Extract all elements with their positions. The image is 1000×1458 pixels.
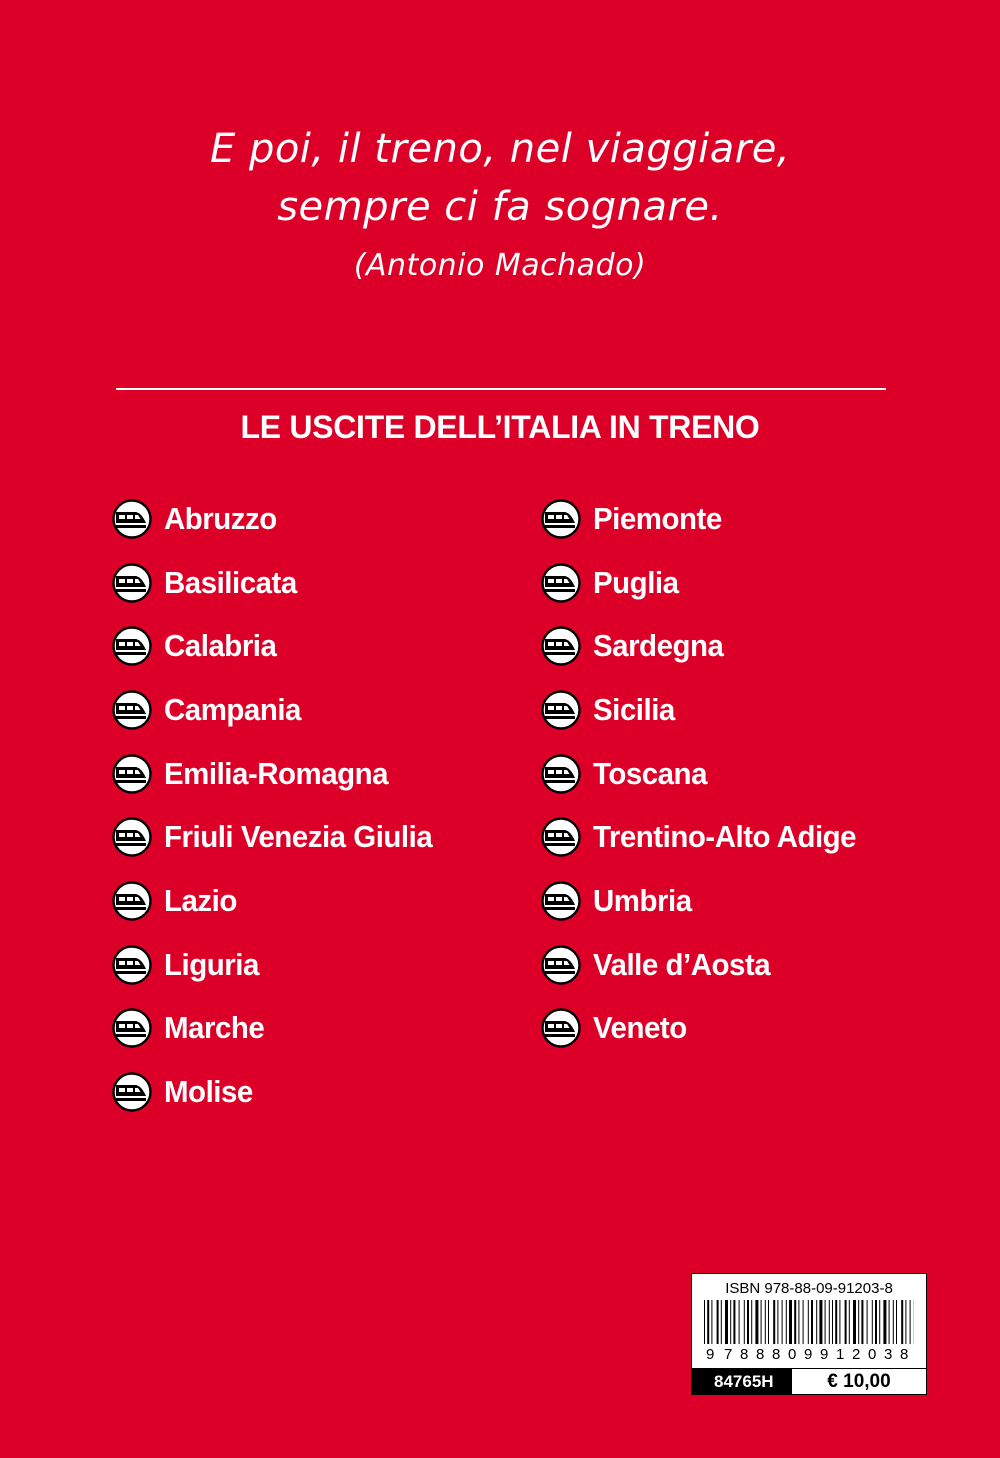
train-icon <box>112 1072 152 1112</box>
region-name: Emilia-Romagna <box>164 755 389 791</box>
train-icon <box>541 690 581 730</box>
barcode-digits <box>702 1342 916 1364</box>
list-item <box>112 869 446 933</box>
train-icon <box>112 817 152 857</box>
region-name: Piemonte <box>593 500 722 536</box>
barcode-digit: 0 <box>868 1346 877 1363</box>
barcode-digit: 9 <box>804 1346 813 1363</box>
list-item <box>541 614 870 678</box>
list-item <box>541 742 870 806</box>
list-item <box>541 487 870 551</box>
barcode-digit: 8 <box>900 1346 909 1363</box>
price: € 10,00 <box>827 1371 891 1392</box>
region-name: Toscana <box>593 755 707 791</box>
train-icon <box>112 754 152 794</box>
list-item <box>112 551 446 615</box>
train-icon <box>112 563 152 603</box>
train-icon <box>541 881 581 921</box>
list-item <box>112 678 446 742</box>
train-icon <box>541 945 581 985</box>
list-item <box>541 997 870 1061</box>
barcode-digit: 1 <box>836 1346 845 1363</box>
barcode-digit: 9 <box>706 1346 715 1363</box>
region-name: Sardegna <box>593 628 724 664</box>
regions-list-right <box>541 487 870 1060</box>
region-name: Marche <box>164 1010 265 1046</box>
list-item <box>112 742 446 806</box>
train-icon <box>112 881 152 921</box>
train-icon <box>541 817 581 857</box>
code-row <box>692 1368 926 1395</box>
region-name: Lazio <box>164 882 237 918</box>
list-item <box>541 933 870 997</box>
region-name: Trentino-Alto Adige <box>593 819 857 855</box>
region-name: Friuli Venezia Giulia <box>164 819 433 855</box>
product-code: 84765H <box>692 1369 792 1395</box>
barcode-digit: 8 <box>740 1346 749 1363</box>
quote-line-1: E poi, il treno, nel viaggiare, <box>209 126 791 172</box>
list-item <box>541 869 870 933</box>
quote-line-2: sempre ci fa sognare. <box>277 184 723 230</box>
region-name: Valle d’Aosta <box>593 946 771 982</box>
quote <box>0 120 1000 286</box>
train-icon <box>112 1008 152 1048</box>
barcode-digit: 2 <box>852 1346 861 1363</box>
barcode-digit: 0 <box>788 1346 797 1363</box>
region-name: Liguria <box>164 946 259 982</box>
train-icon <box>112 626 152 666</box>
list-item <box>112 997 446 1061</box>
barcode-digit: 9 <box>820 1346 829 1363</box>
train-icon <box>112 499 152 539</box>
train-icon <box>541 499 581 539</box>
region-name: Veneto <box>593 1010 687 1046</box>
train-icon <box>112 945 152 985</box>
barcode-digit: 8 <box>772 1346 781 1363</box>
region-name: Puglia <box>593 564 679 600</box>
divider <box>116 388 886 390</box>
list-item <box>112 933 446 997</box>
region-name: Abruzzo <box>164 500 277 536</box>
barcode-box <box>691 1273 927 1395</box>
barcode-digit: 8 <box>756 1346 765 1363</box>
list-item <box>541 678 870 742</box>
train-icon <box>112 690 152 730</box>
train-icon <box>541 626 581 666</box>
quote-author: (Antonio Machado) <box>353 248 647 283</box>
list-item <box>112 805 446 869</box>
list-item <box>541 805 870 869</box>
list-item <box>112 487 446 551</box>
region-name: Umbria <box>593 882 692 918</box>
list-item <box>112 614 446 678</box>
barcode-digit: 7 <box>724 1346 733 1363</box>
barcode <box>704 1300 914 1344</box>
list-item <box>112 1060 446 1124</box>
train-icon <box>541 1008 581 1048</box>
region-name: Molise <box>164 1074 253 1110</box>
isbn-label: ISBN 978-88-09-91203-8 <box>725 1280 893 1297</box>
list-item <box>541 551 870 615</box>
train-icon <box>541 563 581 603</box>
barcode-digit: 3 <box>884 1346 893 1363</box>
regions-list-left <box>112 487 446 1124</box>
region-name: Calabria <box>164 628 277 664</box>
train-icon <box>541 754 581 794</box>
region-name: Basilicata <box>164 564 297 600</box>
region-name: Sicilia <box>593 691 675 727</box>
section-title: LE USCITE DELL’ITALIA IN TRENO <box>240 409 760 445</box>
region-name: Campania <box>164 691 301 727</box>
